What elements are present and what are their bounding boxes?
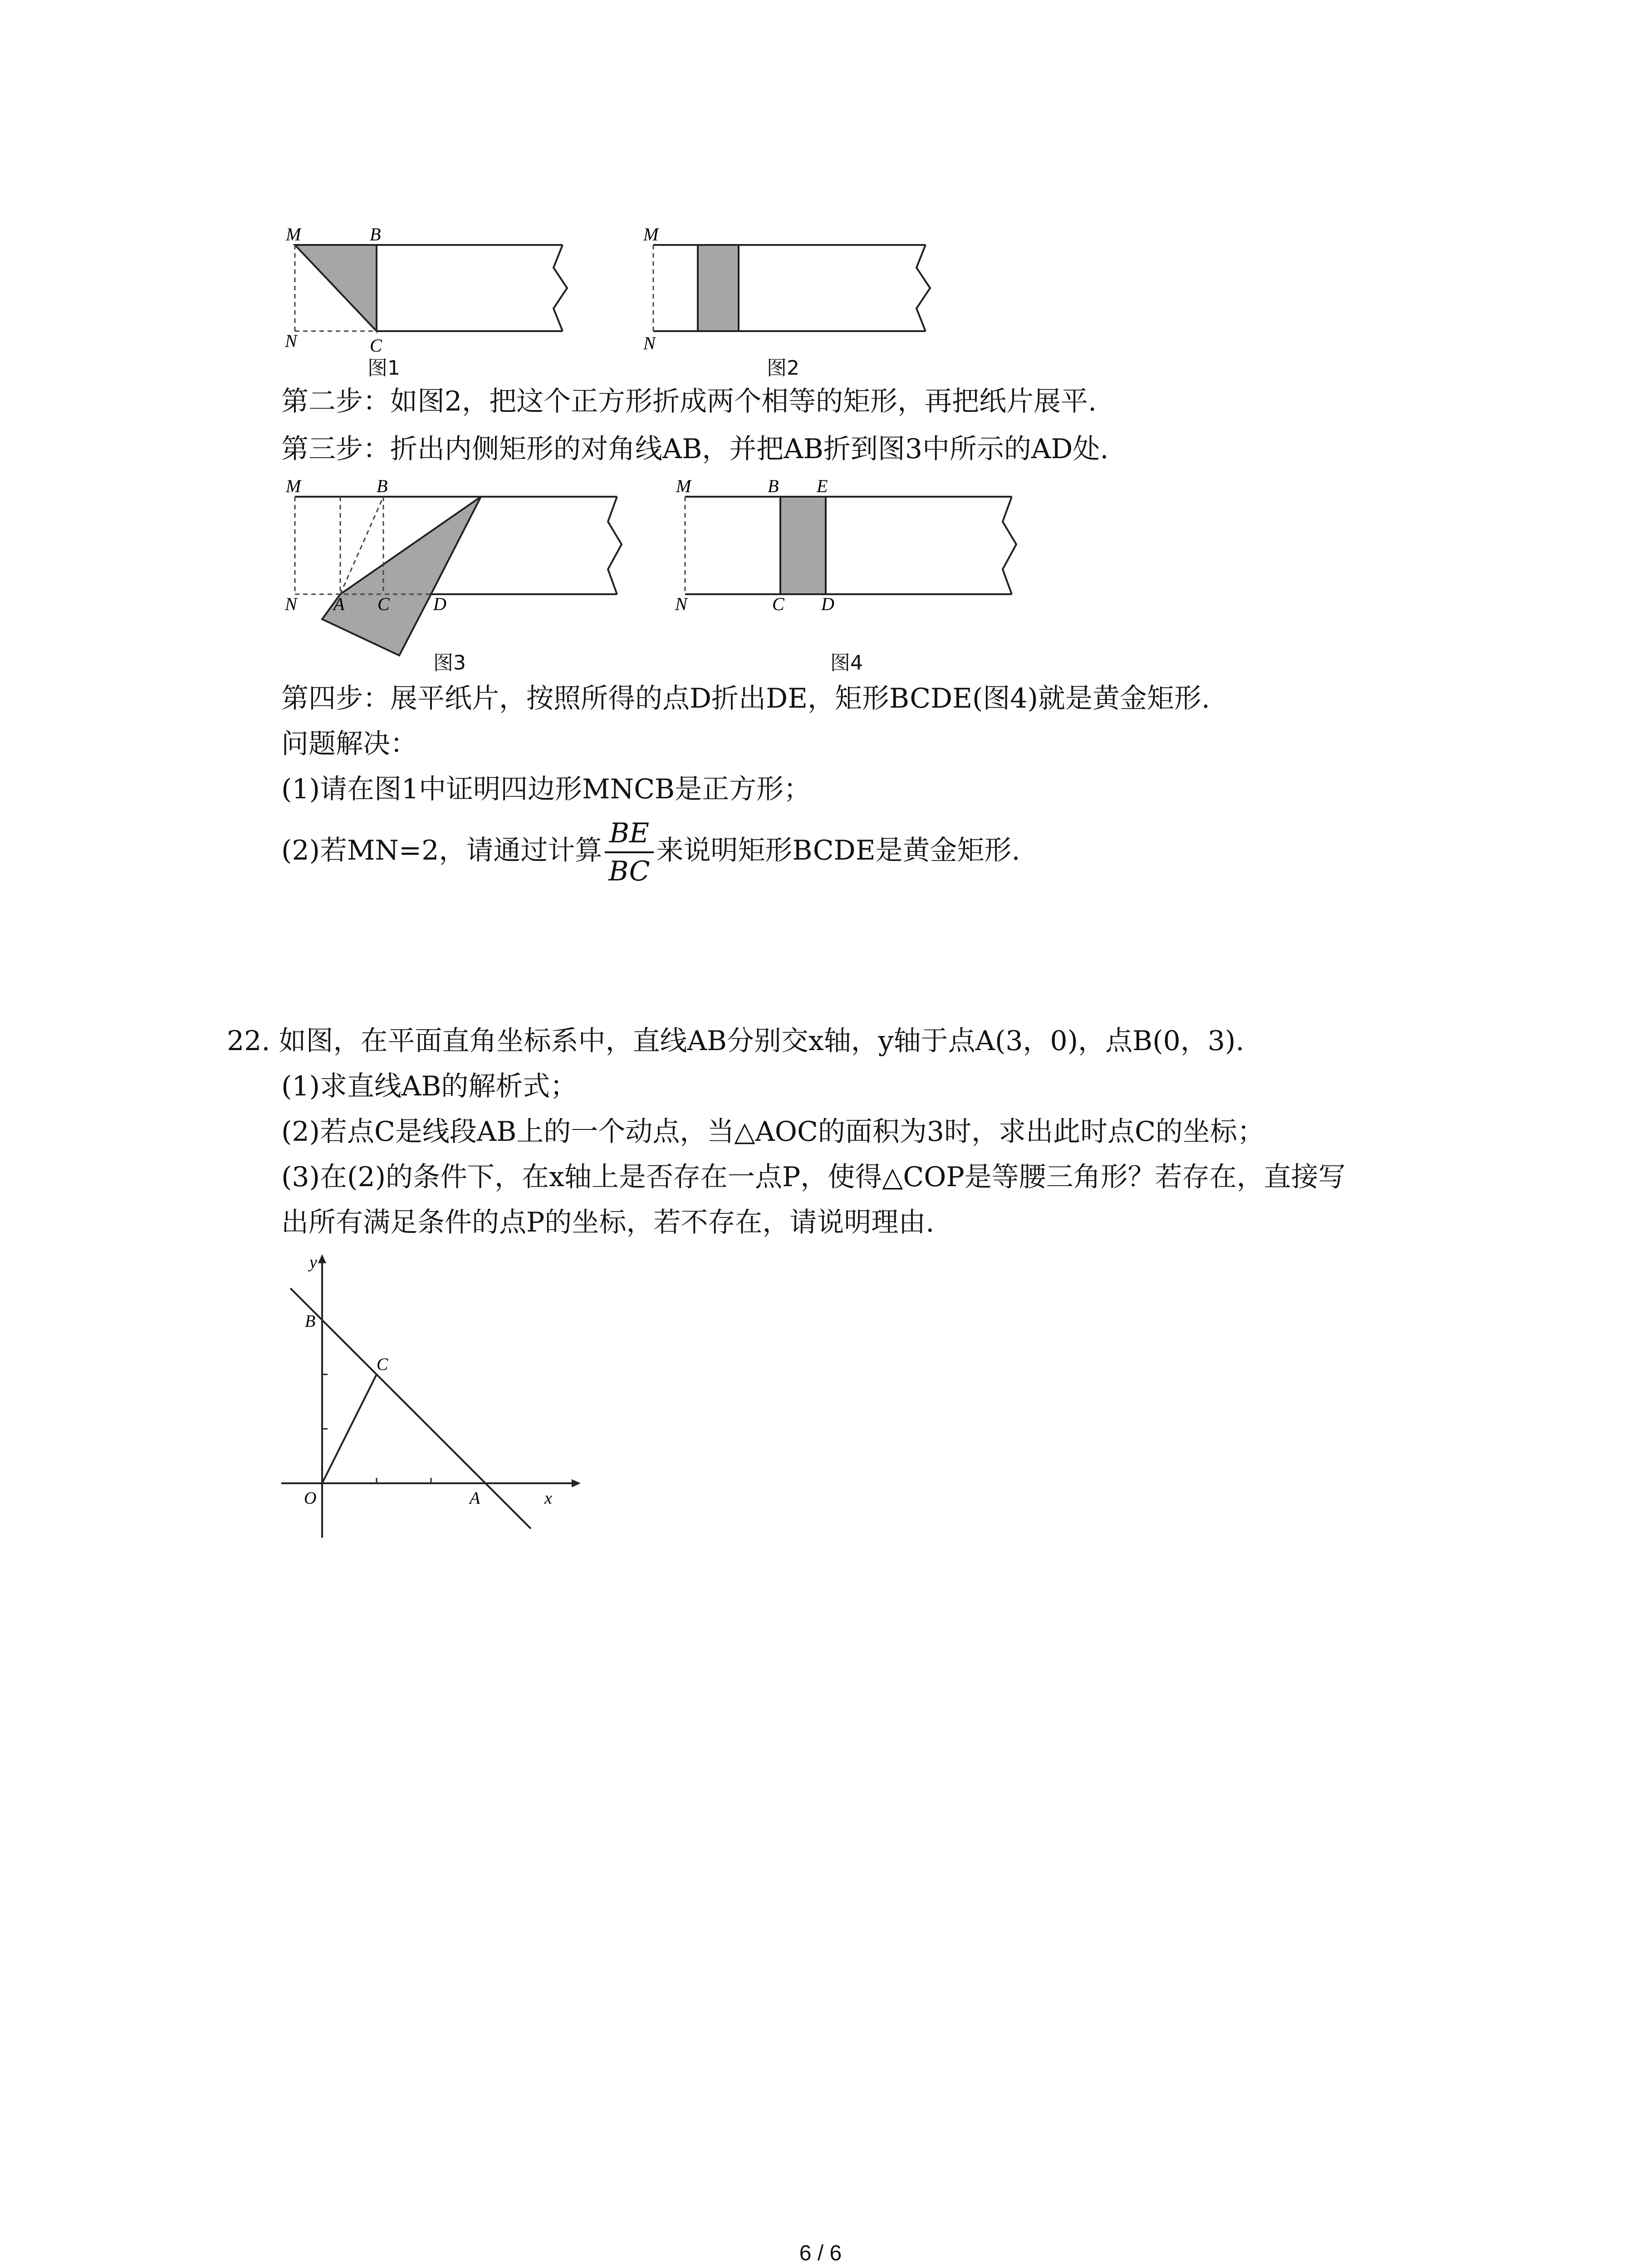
figure-4 (667, 474, 1030, 674)
x-axis-arrow (572, 1479, 581, 1487)
fraction-be-bc (605, 815, 653, 890)
problem-solving-heading: 问题解决： (281, 728, 417, 760)
fig4-caption: 图4 (830, 651, 863, 675)
fig4-golden-rectangle (780, 497, 826, 594)
fig4-torn-edge (1003, 497, 1016, 594)
fig1-label-B: B (370, 224, 381, 244)
fig2-label-N: N (643, 333, 656, 353)
question-2-line (281, 812, 1020, 890)
line-ab (290, 1288, 531, 1529)
fig3-label-B: B (377, 476, 388, 496)
step-4-text: 第四步：展平纸片，按照所得的点D折出DE，矩形BCDE(图4)就是黄金矩形. (281, 683, 1210, 714)
figure-3-drawing (277, 474, 640, 674)
coord-label-x: x (544, 1489, 552, 1508)
figure-1 (277, 222, 576, 381)
figure-2 (640, 222, 939, 381)
problem-22-q3-line1: (3)在(2)的条件下，在x轴上是否存在一点P，使得△COP是等腰三角形？若存在，直接写 (281, 1161, 1346, 1193)
fig3-label-N: N (285, 594, 297, 614)
coord-label-A: A (470, 1489, 480, 1508)
fig2-caption: 图2 (767, 357, 799, 380)
figure-1-drawing (277, 222, 576, 381)
fig2-label-M: M (643, 224, 659, 244)
fraction-numerator: BE (605, 815, 653, 853)
question-2-before: (2)若MN=2，请通过计算 (281, 835, 603, 866)
page-number: 6 / 6 (799, 2241, 842, 2265)
fig3-label-C: C (377, 594, 390, 614)
fig4-label-D: D (821, 594, 834, 614)
fig1-label-N: N (285, 331, 297, 351)
fraction-denominator: BC (608, 855, 650, 888)
coordinate-figure (272, 1247, 590, 1542)
fig3-label-M: M (286, 476, 301, 496)
figure-3 (277, 474, 640, 674)
question-2-after: 来说明矩形BCDE是黄金矩形. (656, 835, 1020, 866)
problem-22-q1: (1)求直线AB的解析式； (281, 1070, 578, 1102)
coordinate-figure-drawing (272, 1247, 590, 1542)
fig2-torn-edge (916, 245, 930, 331)
fig4-label-M: M (676, 476, 691, 496)
fig3-label-D: D (433, 594, 446, 614)
fig3-folded-flap (322, 497, 481, 655)
fig1-shaded-triangle (295, 245, 377, 331)
coord-label-O: O (304, 1489, 317, 1508)
fig1-caption: 图1 (367, 357, 400, 380)
fig4-label-C: C (772, 594, 784, 614)
fig4-label-B: B (768, 476, 779, 496)
fig4-label-N: N (675, 594, 687, 614)
problem-22-q3-line2: 出所有满足条件的点P的坐标，若不存在，请说明理由. (281, 1207, 935, 1238)
fig1-label-C: C (370, 335, 382, 356)
problem-22-q2: (2)若点C是线段AB上的一个动点，当△AOC的面积为3时，求出此时点C的坐标； (281, 1116, 1264, 1148)
fig3-label-A: A (333, 594, 345, 614)
y-axis-arrow (318, 1254, 326, 1263)
coord-label-C: C (377, 1355, 388, 1374)
segment-oc (322, 1374, 377, 1483)
fig1-torn-edge (554, 245, 567, 331)
fig3-caption: 图3 (433, 651, 466, 675)
figure-4-drawing (667, 474, 1030, 674)
fig3-torn-edge (608, 497, 622, 594)
coord-label-B: B (305, 1312, 316, 1331)
fig1-label-M: M (286, 224, 301, 244)
step-2-text: 第二步：如图2，把这个正方形折成两个相等的矩形，再把纸片展平. (281, 386, 1097, 417)
coord-label-y: y (309, 1253, 317, 1272)
problem-22-intro: 22. 如图，在平面直角坐标系中，直线AB分别交x轴，y轴于点A(3，0)，点B(0，3). (227, 1025, 1244, 1057)
question-1-text: (1)请在图1中证明四边形MNCB是正方形； (281, 773, 811, 805)
step-3-text: 第三步：折出内侧矩形的对角线AB，并把AB折到图3中所示的AD处. (281, 433, 1109, 465)
fig2-shaded-strip (698, 245, 739, 331)
fig4-label-E: E (817, 476, 828, 496)
